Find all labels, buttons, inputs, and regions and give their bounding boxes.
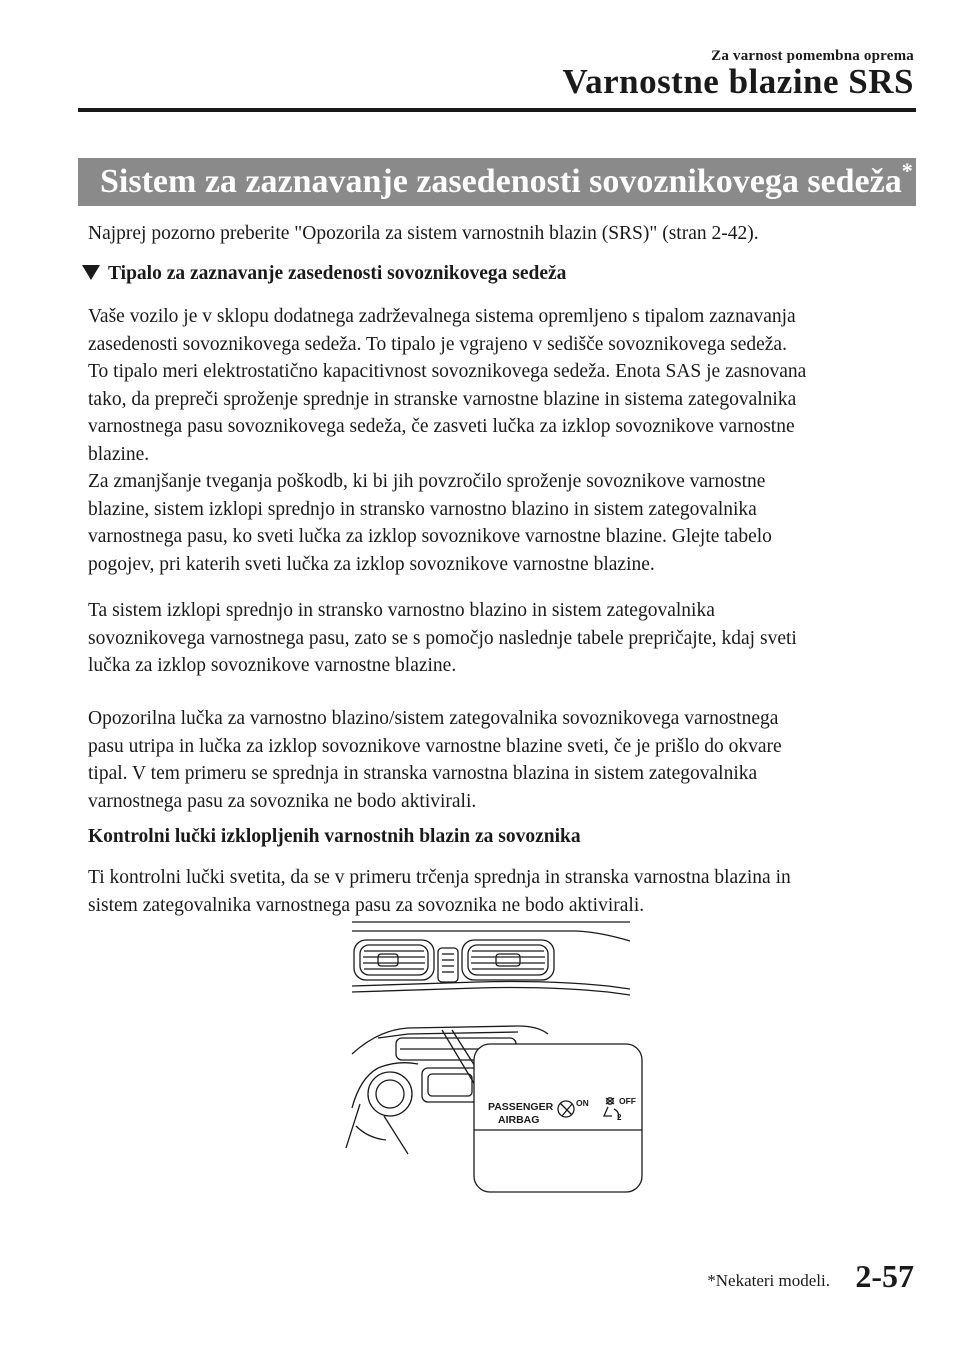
on-label: ON bbox=[576, 1098, 589, 1108]
page-number: 2-57 bbox=[855, 1258, 914, 1294]
text-line: tako, da prepreči sproženje sprednje in stranske varnostne blazine in sistema zategovalnika bbox=[88, 388, 797, 410]
text-line: lučka za izklop sovoznikove varnostne blazine. bbox=[88, 655, 457, 676]
indicator-paragraph bbox=[88, 864, 918, 919]
subheading bbox=[88, 260, 918, 288]
footnote: *Nekateri modeli. bbox=[707, 1271, 830, 1290]
text-line: blazine. bbox=[88, 443, 150, 465]
paragraph-3 bbox=[88, 705, 918, 815]
triangle-bullet-icon bbox=[82, 265, 100, 280]
off-label: OFF bbox=[619, 1096, 636, 1106]
text-line: Vaše vozilo je v sklopu dodatnega zadrževalnega sistema opremljeno s tipalom zaznavanja bbox=[88, 306, 796, 327]
dashboard-illustration bbox=[338, 918, 658, 1208]
passenger-label: PASSENGER bbox=[488, 1101, 554, 1113]
page-title: Varnostne blazine SRS bbox=[562, 62, 914, 101]
text-line: To tipalo meri elektrostatično kapacitivnost sovoznikovega sedeža. Enota SAS je zasnovana bbox=[88, 361, 807, 382]
text-line: Ta sistem izklopi sprednjo in stransko varnostno blazino in sistem zategovalnika bbox=[88, 600, 715, 621]
airbag-label: AIRBAG bbox=[498, 1114, 540, 1126]
chapter-title: Za varnost pomembna oprema bbox=[711, 48, 914, 64]
header-rule bbox=[78, 108, 916, 112]
text-line: Ti kontrolni lučki svetita, da se v primeru trčenja sprednja in stranska varnostna blazina in bbox=[88, 867, 791, 888]
section-asterisk: * bbox=[901, 158, 913, 183]
text-line: varnostnega pasu, ko sveti lučka za izklop sovoznikove varnostne blazine. Glejte tabelo bbox=[88, 526, 772, 547]
text-line: Za zmanjšanje tveganja poškodb, ki bi jih povzročilo sproženje sovoznikove varnostne bbox=[88, 471, 766, 492]
text-line: varnostnega pasu sovoznikovega sedeža, če zasveti lučka za izklop sovoznikove varnostne bbox=[88, 416, 795, 437]
paragraph-1 bbox=[88, 303, 918, 578]
text-line: Opozorilna lučka za varnostno blazino/sistem zategovalnika sovoznikovega varnostnega bbox=[88, 708, 779, 729]
indicator-number: 2 bbox=[617, 1113, 622, 1122]
text-line: blazine, sistem izklopi sprednjo in stransko varnostno blazino in sistem zategovalnika bbox=[88, 498, 757, 520]
text-line: varnostnega pasu za sovoznika ne bodo aktivirali. bbox=[88, 790, 477, 812]
text-line: sistem zategovalnika varnostnega pasu za sovoznika ne bodo aktivirali. bbox=[88, 894, 645, 916]
text-line: sovoznikovega varnostnega pasu, zato se s pomočjo naslednje tabele prepričajte, kdaj sveti bbox=[88, 627, 797, 649]
text-line: tipal. V tem primeru se sprednja in stranska varnostna blazina in sistem zategovalnika bbox=[88, 763, 758, 784]
paragraph-2 bbox=[88, 597, 918, 680]
section-title: Sistem za zaznavanje zasedenosti sovoznikovega sedeža bbox=[100, 163, 902, 200]
text-line: zasedenosti sovoznikovega sedeža. To tipalo je vgrajeno v sedišče sovoznikovega sedeža. bbox=[88, 333, 787, 355]
intro-paragraph: Najprej pozorno preberite "Opozorila za sistem varnostnih blazin (SRS)" (stran 2-42). bbox=[88, 223, 759, 244]
indicator-title: Kontrolni lučki izklopljenih varnostnih blazin za sovoznika bbox=[88, 826, 581, 847]
text-line: pogojev, pri katerih sveti lučka za izklop sovoznikove varnostne blazine. bbox=[88, 553, 655, 575]
dashboard-drawing bbox=[338, 918, 658, 1208]
section-heading bbox=[78, 158, 916, 206]
text-line: pasu utripa in lučka za izklop sovoznikove varnostne blazine sveti, če je prišlo do okvare bbox=[88, 735, 782, 757]
subheading-text: Tipalo za zaznavanje zasedenosti sovoznikovega sedeža bbox=[108, 263, 567, 284]
